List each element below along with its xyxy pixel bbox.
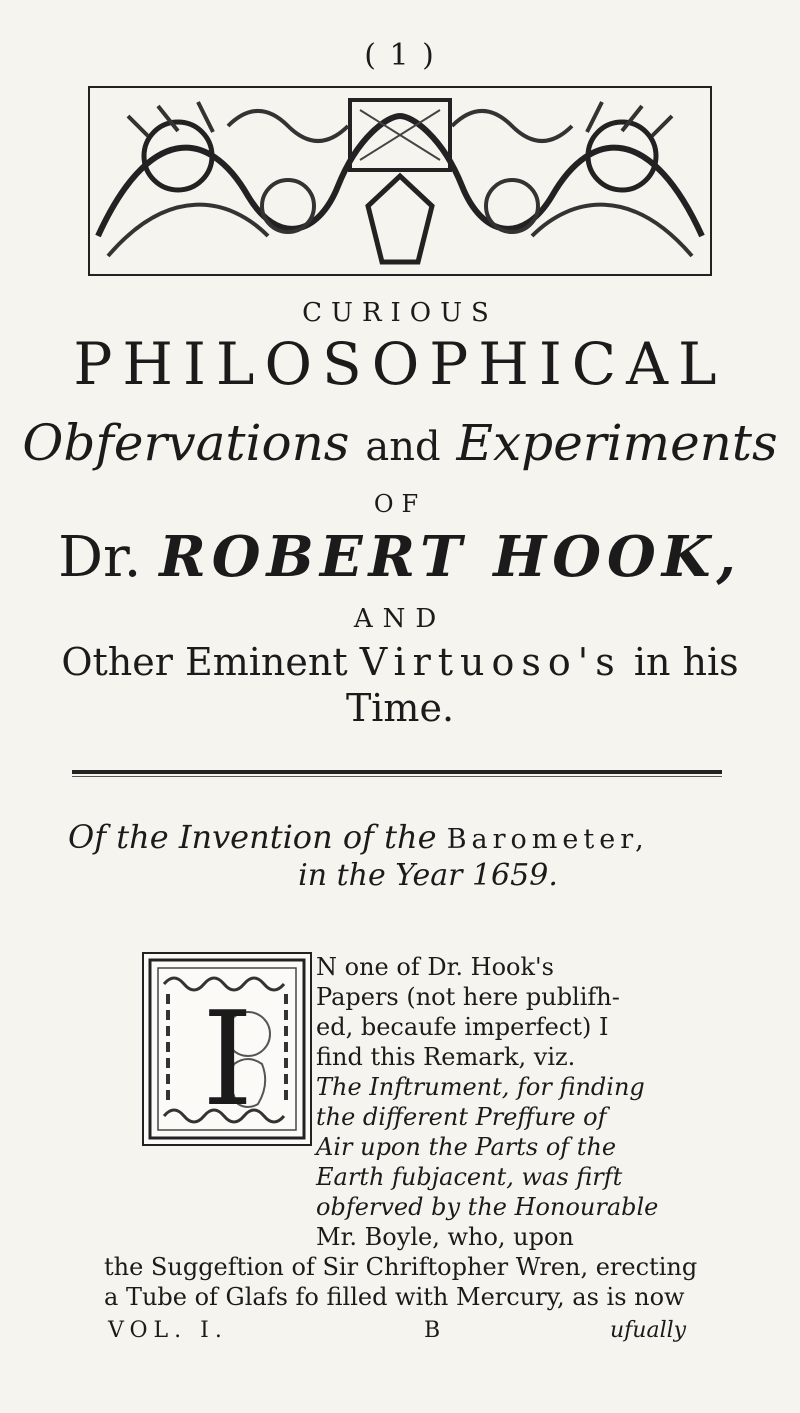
section-heading xyxy=(68,818,788,856)
divider-rule xyxy=(72,770,722,774)
decorated-initial-letter: I xyxy=(202,983,254,1135)
title-dr: Dr. xyxy=(58,525,142,590)
body-line-2: Papers (not here publifh- xyxy=(316,983,620,1011)
body-line-11: the Suggeftion of Sir Chriftopher Wren, erecting xyxy=(104,1253,698,1281)
decorated-initial-ornament xyxy=(144,954,310,1144)
body-line-1: N one of Dr. Hook's xyxy=(316,953,554,981)
signature-letter: B xyxy=(424,1318,441,1343)
title-experiments: Experiments xyxy=(456,414,778,472)
catchword: ufually xyxy=(610,1318,687,1343)
decorated-initial xyxy=(142,952,312,1146)
divider-rule-thin xyxy=(72,776,722,777)
title-time: Time. xyxy=(345,686,455,730)
title-curious: CURIOUS xyxy=(302,298,498,328)
title-virtuosos: Virtuoso's xyxy=(359,640,622,684)
body-line-4: find this Remark, viz. xyxy=(316,1043,576,1071)
title-other-line xyxy=(0,640,800,684)
body-line-12: a Tube of Glafs fo filled with Mercury, as is now xyxy=(104,1283,685,1311)
body-line-6: the different Preffure of xyxy=(316,1103,607,1131)
page-number: ( 1 ) xyxy=(364,38,436,73)
title-author-name: ROBERT HOOK, xyxy=(159,524,742,590)
body-line-8: Earth fubjacent, was firft xyxy=(316,1163,623,1191)
page-footer xyxy=(0,1318,800,1354)
title-of: OF xyxy=(373,490,427,518)
title-observations-line xyxy=(0,414,800,472)
title-observations: Obfervations xyxy=(22,414,350,472)
body-line-9: obferved by the Honourable xyxy=(316,1193,659,1221)
title-author-line xyxy=(0,524,800,590)
signature-volume: VOL. I. xyxy=(108,1318,228,1343)
body-line-7: Air upon the Parts of the xyxy=(316,1133,617,1161)
body-line-3: ed, becaufe imperfect) I xyxy=(316,1013,609,1041)
body-line-5: The Inftrument, for finding xyxy=(316,1073,645,1101)
section-heading-barometer: Barometer, xyxy=(446,824,649,855)
ornamental-headpiece xyxy=(88,86,712,276)
section-heading-year: in the Year 1659. xyxy=(298,858,558,893)
body-line-10: Mr. Boyle, who, upon xyxy=(316,1223,574,1251)
title-and-word: and xyxy=(365,424,441,470)
title-philosophical: PHILOSOPHICAL xyxy=(73,330,727,398)
title-in-his: in his xyxy=(633,640,739,684)
title-and: AND xyxy=(353,604,447,634)
section-heading-text: Of the Invention of the xyxy=(68,818,437,856)
title-other-eminent: Other Eminent xyxy=(61,640,348,684)
